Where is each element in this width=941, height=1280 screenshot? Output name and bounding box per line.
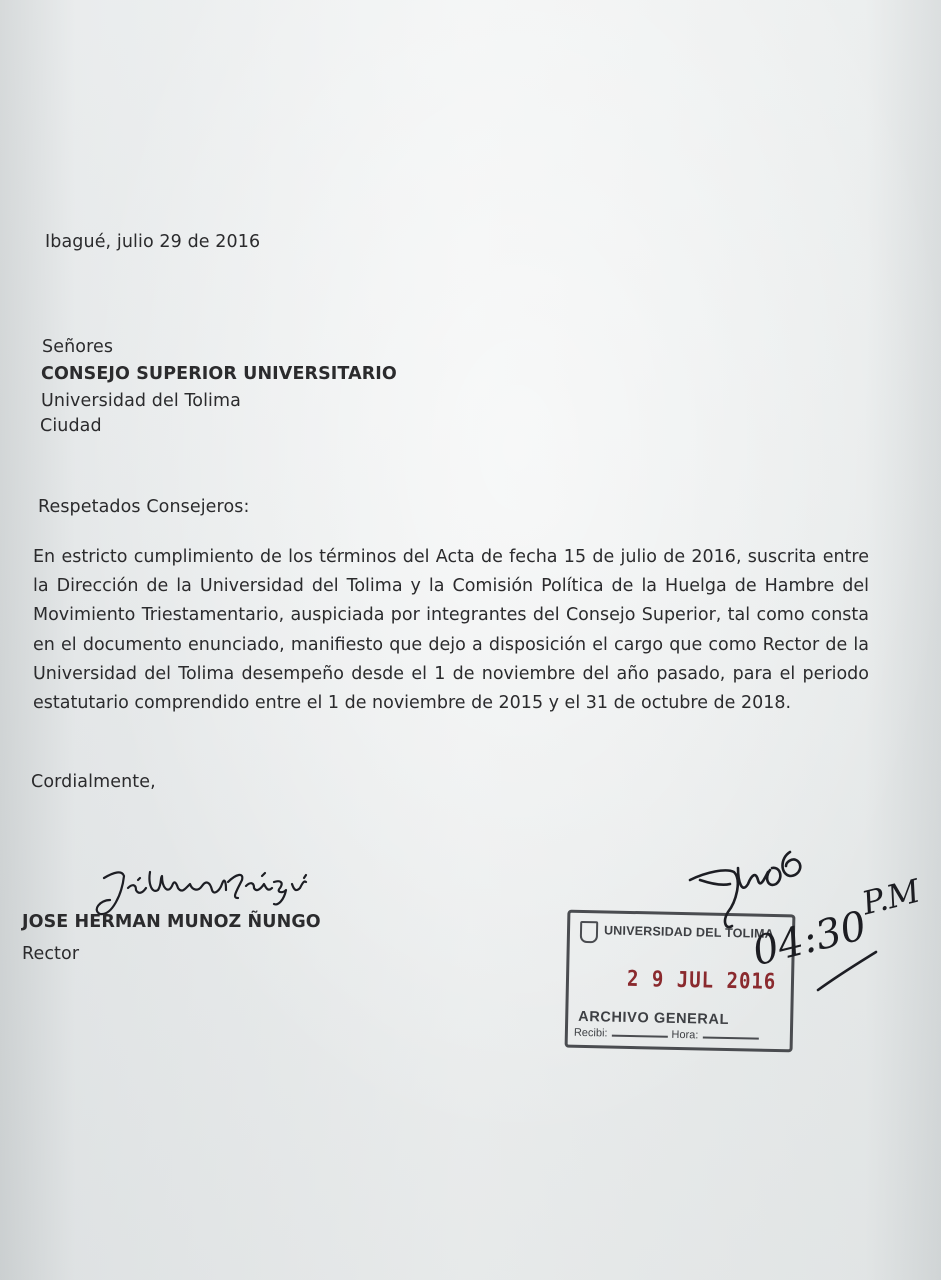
recipient-city: Ciudad [40,416,102,436]
signer-title: Rector [22,944,80,964]
stamp-date: 2 9 JUL 2016 [626,966,777,995]
recipient-institution: Universidad del Tolima [41,391,241,411]
recipient-organization: CONSEJO SUPERIOR UNIVERSITARIO [41,364,397,384]
recipient-salutation-title: Señores [42,337,114,357]
body-paragraph: En estricto cumplimiento de los términos del Acta de fecha 15 de julio de 2016, suscrita entre la Dirección de la Universidad del Tolima y la Comisión Política de la Huelga de Hambre del Movimiento Triestamentario, auspiciada por integrantes del Consejo Superior, tal como consta en el documento enunciado, manifiesto que dejo a disposición el cargo que como Rector de la Universidad del Tolima desempeño desde el 1 de noviembre del año pasado, para el periodo estatutario comprendido entre el 1 de noviembre de 2015 y el 31 de octubre de 2018. [33,547,869,714]
stamp-department: ARCHIVO GENERAL [578,1008,730,1029]
stamp-time-label: Hora: [671,1028,699,1042]
stamp-received-label: Recibi: [573,1026,608,1040]
place-date: Ibagué, julio 29 de 2016 [45,232,261,252]
closing: Cordialmente, [31,772,156,792]
handwritten-time: 04:30 [748,902,872,976]
greeting: Respetados Consejeros: [38,497,250,517]
stamp-header: UNIVERSIDAD DEL TOLIMA [603,923,775,941]
signer-name: JOSE HERMAN MUNOZ ÑUNGO [22,912,321,932]
handwritten-meridiem: P.M [858,871,924,923]
